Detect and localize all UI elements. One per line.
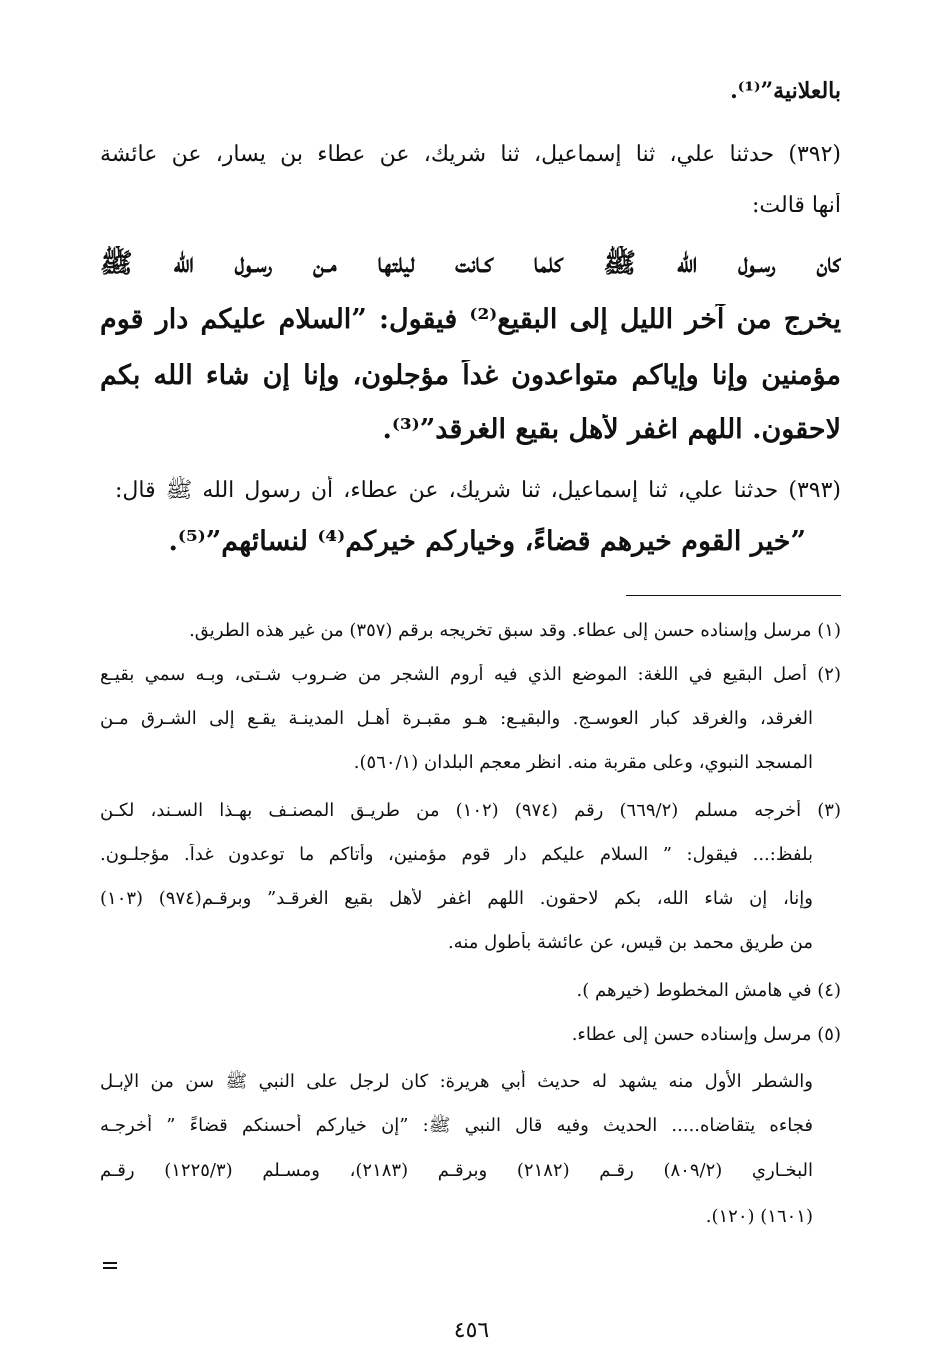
hadith-line-4: لاحقون. اللهم اغفر لأهل بقيع الغرقد”⁽³⁾. — [382, 414, 841, 445]
footnote-5-cont-3: البخـاري (٨٠٩/٢) رقـم (٢١٨٢) وبرقـم (٢١٨٣)، ومسـلم (١٢٢٥/٣) رقـم — [100, 1160, 813, 1181]
footnote-2: (٢) أصل البقيع في اللغة: الموضع الذي فيه أُروم الشجر من ضـروب شـتى، وبـه سمي بقيـع — [100, 664, 841, 685]
footnote-2-cont-2: المسجد النبوي، وعلى مقربة منه. انظر معجم البلدان (٥٦٠/١). — [353, 752, 813, 773]
footnote-5-cont-2: فجاءه يتقاضاه..... الحديث وفيه قال النبي ﷺ: ”إن خياركم أحسنكم قضاءً ” أخرجـه — [100, 1115, 813, 1136]
hadith-line-5: ”خير القوم خيرهم قضاءً، وخياركم خيركم⁽⁴⁾ لنسائهم”⁽⁵⁾. — [168, 526, 806, 557]
page-number: ٤٥٦ — [453, 1318, 490, 1343]
footnote-2-cont-1: الغرقد، والغرقد كبار العوسـج. والبقيـع: هـو مقبـرة أهـل المدينـة يقـع إلى الشـرق مـن — [100, 708, 813, 729]
footnote-5-cont-1: والشطر الأول منه يشهد له حديث أبي هريرة: كان لرجل على النبي ﷺ سن من الإبـل — [100, 1071, 813, 1092]
footnote-3: (٣) أخرجه مسلم (٦٦٩/٢) رقم (٩٧٤) (١٠٢) من طريـق المصنـف بهـذا السـند، لكـن — [100, 800, 841, 821]
hadith-line-3: مؤمنين وإنا وإياكم متواعدون غداً مؤجلون، وإنا إن شاء الله بكم — [100, 360, 841, 391]
footnote-3-cont-2: وإنا، إن شاء الله، بكم لاحقون. اللهم اغفر لأهل بقيع الغرقـد” وبرقـم(٩٧٤) (١٠٣) — [100, 888, 813, 909]
footnote-5-cont-4: (١٦٠١) (١٢٠). — [705, 1206, 813, 1227]
hadith-line-1: كان رسـول الله ﷺ كلما كـانت ليلتها مـن رسـول الله ﷺ — [100, 248, 841, 279]
footnote-3-cont-3: من طريق محمد بن قيس، عن عائشة بأطول منه. — [447, 932, 813, 953]
text-line-8: (٣٩٣) حدثنا علي، ثنا إسماعيل، ثنا شريك، عن عطاء، أن رسول الله ﷺ قال: — [115, 478, 841, 503]
footnote-5: (٥) مرسل وإسناده حسن إلى عطاء. — [571, 1024, 841, 1045]
footnote-3-cont-1: بلفظ:... فيقول: ” السلام عليكم دار قوم مؤمنين، وأتاكم ما توعدون غداً. مؤجلـون. — [100, 844, 813, 865]
hadith-line-2: يخرج من آخر الليل إلى البقيع⁽²⁾ فيقول: ”السلام عليكم دار قوم — [100, 304, 841, 335]
text-line-2: (٣٩٢) حدثنا علي، ثنا إسماعيل، ثنا شريك، عن عطاء بن يسار، عن عائشة — [100, 142, 841, 167]
footnote-4: (٤) في هامش المخطوط (خيرهم ). — [576, 980, 841, 1001]
footnote-1: (١) مرسل وإسناده حسن إلى عطاء. وقد سبق تخريجه برقم (٣٥٧) من غير هذه الطريق. — [189, 620, 841, 641]
text-line-3: أنها قالت: — [751, 193, 841, 218]
footnote-divider — [626, 595, 841, 596]
margin-mark — [103, 1262, 117, 1269]
text-line-1: بالعلانية”⁽¹⁾. — [730, 78, 841, 104]
